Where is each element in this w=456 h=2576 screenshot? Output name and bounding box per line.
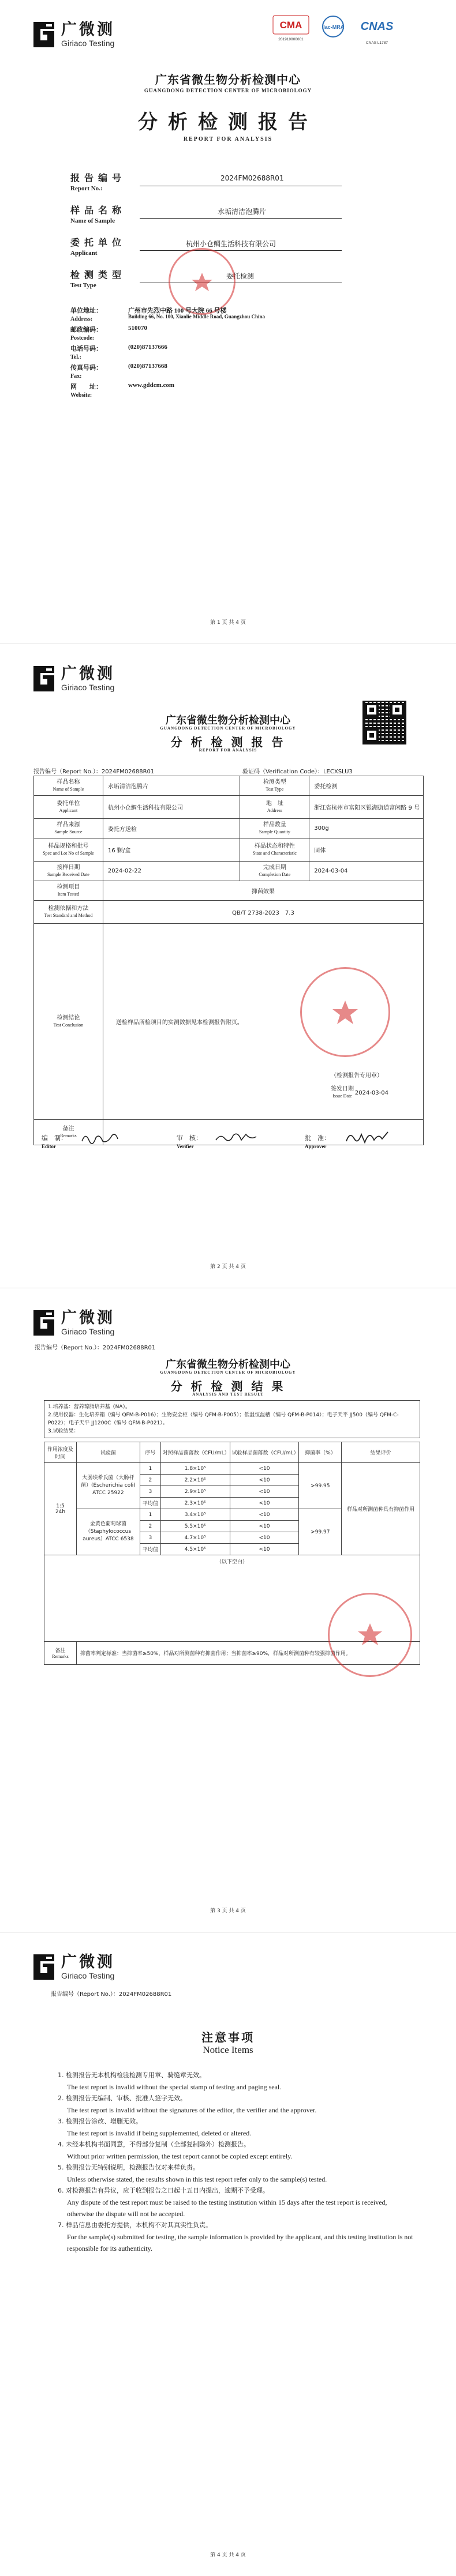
inhibition-rate-cell: >99.95 <box>299 1463 342 1509</box>
page-number: 第 2 页 共 4 页 <box>210 1264 246 1270</box>
col-header: 序号 <box>140 1442 160 1463</box>
brand-mark-icon <box>31 1308 57 1338</box>
center-title: 广东省微生物分析检测中心 <box>166 714 290 727</box>
website-label: 网 址： <box>70 383 102 390</box>
brand-name-en: Giriaco Testing <box>61 1971 115 1980</box>
test-item-value: 抑菌效果 <box>103 881 423 901</box>
notice-item: 6. 对检测报告有异议，应于收到报告之日起十五日内提出，逾期不予受理。 <box>58 2187 269 2194</box>
notice-list <box>58 2070 416 2254</box>
state-value: 固体 <box>309 838 424 862</box>
editor-signature: 编 制： Editor <box>42 1134 67 1149</box>
official-stamp <box>169 248 236 315</box>
verification-code: 验证码（Verification Code）：LECXSLU3 <box>242 769 353 775</box>
website-row <box>70 382 175 398</box>
fax-row <box>70 363 167 379</box>
applicant-value: 杭州小仓鲷生活科技有限公司 <box>186 240 276 248</box>
address-value: 广州市先烈中路 100 号大院 66 号楼 <box>128 307 227 314</box>
address-value: 浙江省杭州市富阳区银湖街道富闲路 9 号 <box>309 796 424 819</box>
report-no: 报告编号（Report No.）：2024FM02688R01 <box>35 1345 156 1351</box>
col-header: 抑菌率（%） <box>299 1442 342 1463</box>
website-value[interactable]: www.gddcm.com <box>128 382 175 389</box>
cma-number: 201919000001 <box>278 37 304 42</box>
cma-mark: CMA <box>279 20 302 31</box>
center-title: 广东省微生物分析检测中心 <box>166 1359 290 1371</box>
brand-name-en: Giriaco Testing <box>61 683 115 692</box>
report-title: 分析检测报告 <box>138 111 318 134</box>
notice-item: 5. 检测报告无特别说明，检测报告仅对来样负责。 <box>58 2164 199 2171</box>
center-title-en: GUANGDONG DETECTION CENTER OF MICROBIOLOGY <box>160 1370 296 1375</box>
table-header-row <box>44 1442 420 1463</box>
remarks-text: 抑菌率判定标准：当抑菌率≥50%，样品对所测菌种有抑菌作用；当抑菌率≥90%，样品对所测菌种有较强抑菌作用。 <box>76 1642 420 1665</box>
brand-name: 广微测 <box>61 665 115 683</box>
brand-name-en: Giriaco Testing <box>61 1327 115 1336</box>
tel-row <box>70 344 167 360</box>
brand-mark-icon <box>31 664 57 694</box>
results-title-en: ANALYSIS AND TEST RESULT <box>192 1392 264 1397</box>
remarks-row: 备注 Remarks 抑菌率判定标准：当抑菌率≥50%，样品对所测菌种有抑菌作用；当抑菌率≥90%，样品对所测菌种有较强抑菌作用。 <box>44 1642 420 1665</box>
received-date-value: 2024-02-22 <box>103 862 240 881</box>
brand-name: 广微测 <box>61 21 115 39</box>
field-label: 检测类型 <box>70 269 126 280</box>
notice-item: 2. 检测报告无编制、审核、批准人签字无效。 <box>58 2094 186 2102</box>
info-page <box>0 644 456 1288</box>
table-row: 1:5 24h 大肠埃希氏菌（大肠杆菌）(Escherichia coli) ATCC 25922 1 1.8×10⁵ <10 >99.95 样品对所测菌种具有抑菌作用 <box>44 1463 420 1475</box>
col-header: 对照样品菌落数（CFU/mL） <box>160 1442 230 1463</box>
notice-item-en: Unless otherwise stated, the results shown in this test report refer only to the sample(s) tested. <box>67 2175 327 2183</box>
notice-item: 4. 未经本机构书面同意，不得部分复制（全部复制除外）检测报告。 <box>58 2141 250 2148</box>
sample-name-value: 水垢清洁泡腾片 <box>103 776 240 796</box>
certification-logos <box>272 15 397 45</box>
tel-label: 电话号码： <box>70 345 102 352</box>
info-row: 检测依据和方法 Test Standard and Method QB/T 2738-2023 7.3 <box>34 901 424 924</box>
official-stamp <box>300 967 390 1057</box>
table-row: 2 5.5×10⁵ <10 <box>44 1521 420 1532</box>
info-row: 样品来源 Sample Source 委托方送检 样品数量 Sample Quantity 300g <box>34 819 424 838</box>
concentration-cell: 1:5 24h <box>44 1463 77 1555</box>
stamp-caption: （检测报告专用章） <box>331 1073 383 1079</box>
report-title-en: REPORT FOR ANALYSIS <box>199 748 257 753</box>
field-label-en: Test Type <box>70 282 96 289</box>
brand-logo <box>31 1952 115 1982</box>
field-sample-name <box>70 203 371 224</box>
notice-item-en: Without prior written permission, the test report cannot be copied except entirely. <box>67 2152 293 2160</box>
table-row: 3 2.9×10⁵ <10 <box>44 1486 420 1498</box>
test-notes <box>44 1400 420 1438</box>
postcode-label: 邮政编码： <box>70 326 102 333</box>
page-number: 第 3 页 共 4 页 <box>210 1908 246 1914</box>
sample-info-table <box>33 776 424 1145</box>
approver-signature-scribble <box>344 1127 390 1146</box>
results-title: 分 析 检 测 结 果 <box>170 1379 286 1393</box>
method-value: QB/T 2738-2023 7.3 <box>103 901 423 924</box>
fax-value: (020)87137668 <box>128 363 167 370</box>
brand-name: 广微测 <box>61 1309 115 1327</box>
fax-label: 传真号码： <box>70 364 102 371</box>
strain-cell: 金黄色葡萄球菌（Staphylococcus aureus）ATCC 6538 <box>76 1509 140 1555</box>
fax-label-en: Fax: <box>70 373 82 379</box>
blank-label: （以下空白） <box>44 1555 420 1642</box>
verifier-signature-scribble <box>214 1130 260 1146</box>
report-no: 报告编号（Report No.）：2024FM02688R01 <box>51 1991 172 1998</box>
brand-logo <box>31 20 115 50</box>
address-value-en: Building 66, No. 100, Xianlie Middle Road, Guangzhou China <box>128 314 266 319</box>
notice-item: 3. 检测报告涂改、增删无效。 <box>58 2118 142 2125</box>
postcode-row <box>70 325 147 341</box>
field-label-en: Applicant <box>70 250 98 257</box>
brand-logo <box>31 664 115 694</box>
website-label-en: Website: <box>70 392 92 398</box>
info-row: 样品名称 Name of Sample 水垢清洁泡腾片 检测类型 Test Type 委托检测 <box>34 776 424 796</box>
field-label: 委托单位 <box>70 237 126 248</box>
cover-page <box>0 0 456 644</box>
address-label: 单位地址： <box>70 307 102 314</box>
page-number: 第 4 页 共 4 页 <box>210 2552 246 2558</box>
field-report-no <box>70 171 371 192</box>
results-page <box>0 1288 456 1932</box>
address-label-en: Address: <box>70 316 93 322</box>
col-header: 试验菌 <box>76 1442 140 1463</box>
page-number: 第 1 页 共 4 页 <box>210 620 246 626</box>
notice-item: 1. 检测报告无本机构检验检测专用章、骑缝章无效。 <box>58 2071 205 2079</box>
issue-date-value: 2024-03-04 <box>354 1090 388 1096</box>
report-no: 报告编号（Report No.）：2024FM02688R01 <box>33 769 155 775</box>
notice-title: 注意事项 <box>201 2030 255 2044</box>
brand-logo <box>31 1308 115 1338</box>
cma-logo <box>272 15 309 42</box>
info-row: 样品规格和批号 Spec and Lot No of Sample 16 颗/盒 样品状态和特性 State and Characteristic 固体 <box>34 838 424 862</box>
report-title-en: REPORT FOR ANALYSIS <box>183 136 273 142</box>
report-no-value: 2024FM02688R01 <box>220 174 284 182</box>
brand-name: 广微测 <box>61 1953 115 1971</box>
conclusion-text: 送检样品所检项目的实测数据见本检测报告附页。 <box>115 1020 243 1026</box>
editor-signature-scribble <box>80 1130 120 1146</box>
evaluation-cell: 样品对所测菌种具有抑菌作用 <box>342 1463 420 1555</box>
col-header: 结果评价 <box>342 1442 420 1463</box>
notice-item-en: Any dispute of the test report must be raised to the testing institution within 15 days after the test report is received, otherwise the dispute will not be accepted. <box>67 2198 387 2218</box>
issue-date: 签发日期 Issue Date <box>331 1086 354 1099</box>
verifier-signature: 审 核： Verifier <box>177 1134 202 1149</box>
field-label: 样品名称 <box>70 205 126 216</box>
field-label: 报告编号 <box>70 172 126 183</box>
field-label-en: Report No.: <box>70 185 103 192</box>
test-type-value: 委托检测 <box>226 272 255 280</box>
tel-value: (020)87137666 <box>128 344 167 351</box>
notice-item-en: The test report is invalid without the signatures of the editor, the verifier and the approver. <box>67 2106 317 2114</box>
note-line: 2.使用仪器：生化培养箱（编号 QFM-B-P016）；生物安全柜（编号 QFM-B-P005）；低温恒温槽（编号 QFM-B-P014）；电子天平 JJ500（编号 QFM-C-P022）；电子天平 JJ1200C（编号 QFM-B-P021）。 <box>48 1412 399 1426</box>
notice-title-en: Notice Items <box>203 2044 253 2055</box>
inhibition-rate-cell: >99.97 <box>299 1509 342 1555</box>
info-row: 检测项目 Item Tested 抑菌效果 <box>34 881 424 901</box>
remarks-row: 备注 Remarks <box>34 1120 424 1145</box>
applicant-value: 杭州小仓鲷生活科技有限公司 <box>103 796 240 819</box>
notice-item-en: For the sample(s) submitted for testing, the sample information is provided by the applicant, and this testing institution is not responsible for its authenticity. <box>67 2233 413 2252</box>
approver-signature: 批 准： Approver <box>305 1134 330 1149</box>
info-row: 接样日期 Sample Received Date 2024-02-22 完成日期 Completion Date 2024-03-04 <box>34 862 424 881</box>
notice-page <box>0 1932 456 2576</box>
brand-mark-icon <box>31 20 57 50</box>
postcode-label-en: Postcode: <box>70 335 95 341</box>
ilac-mark: ilac-MRA <box>322 24 345 30</box>
col-header: 作用浓度及时间 <box>44 1442 77 1463</box>
center-title-en: GUANGDONG DETECTION CENTER OF MICROBIOLOGY <box>144 88 312 93</box>
notice-item: 7. 样品信息由委托方提供，本机构不对其真实性负责。 <box>58 2221 212 2229</box>
conclusion-row: 检测结论 Test Conclusion 送检样品所检项目的实测数据见本检测报告附页。 （检测报告专用章） 签发日期 Issue Date 2024-03-04 <box>34 924 424 1120</box>
center-title: 广东省微生物分析检测中心 <box>155 73 301 87</box>
address-row <box>70 306 266 322</box>
postcode-value: 510070 <box>128 325 147 332</box>
report-title: 分 析 检 测 报 告 <box>170 735 286 749</box>
col-header: 试验样品菌落数（CFU/mL） <box>230 1442 299 1463</box>
sample-source-value: 委托方送检 <box>103 819 240 838</box>
ilac-logo <box>317 15 349 40</box>
field-label-en: Name of Sample <box>70 217 115 224</box>
center-title-en: GUANGDONG DETECTION CENTER OF MICROBIOLOGY <box>160 726 296 731</box>
info-row: 委托单位 Applicant 杭州小仓鲷生活科技有限公司 地 址 Address 浙江省杭州市富阳区银湖街道富闲路 9 号 <box>34 796 424 819</box>
completion-date-value: 2024-03-04 <box>309 862 424 881</box>
cnas-mark: CNAS <box>360 20 394 33</box>
note-line: 1.培养基：营养琼脂培养基（NA）。 <box>48 1404 130 1410</box>
table-row: 平均值 4.5×10⁵ <10 <box>44 1544 420 1555</box>
sample-quantity-value: 300g <box>309 819 424 838</box>
spec-value: 16 颗/盒 <box>103 838 240 862</box>
note-line: 3.试验结果： <box>48 1428 79 1434</box>
table-row: 2 2.2×10⁵ <10 <box>44 1475 420 1486</box>
notice-item-en: The test report is invalid without the special stamp of testing and paging seal. <box>67 2083 282 2091</box>
notice-item-en: The test report is invalid if being supplemented, deleted or altered. <box>67 2129 252 2137</box>
brand-name-en: Giriaco Testing <box>61 39 115 48</box>
test-type-value: 委托检测 <box>309 776 424 796</box>
strain-cell: 大肠埃希氏菌（大肠杆菌）(Escherichia coli) ATCC 25922 <box>76 1463 140 1509</box>
sample-name-value: 水垢清洁泡腾片 <box>218 208 267 216</box>
brand-mark-icon <box>31 1952 57 1982</box>
cnas-number: CNAS L1787 <box>366 41 388 45</box>
table-row: 金黄色葡萄球菌（Staphylococcus aureus）ATCC 6538 1 3.4×10⁵ <10 >99.97 <box>44 1509 420 1521</box>
table-row: 平均值 2.3×10⁵ <10 <box>44 1498 420 1509</box>
cnas-logo <box>357 15 397 45</box>
table-row: 3 4.7×10⁵ <10 <box>44 1532 420 1544</box>
qr-code-icon[interactable] <box>362 701 406 744</box>
official-stamp <box>328 1593 412 1677</box>
tel-label-en: Tel.: <box>70 354 81 360</box>
